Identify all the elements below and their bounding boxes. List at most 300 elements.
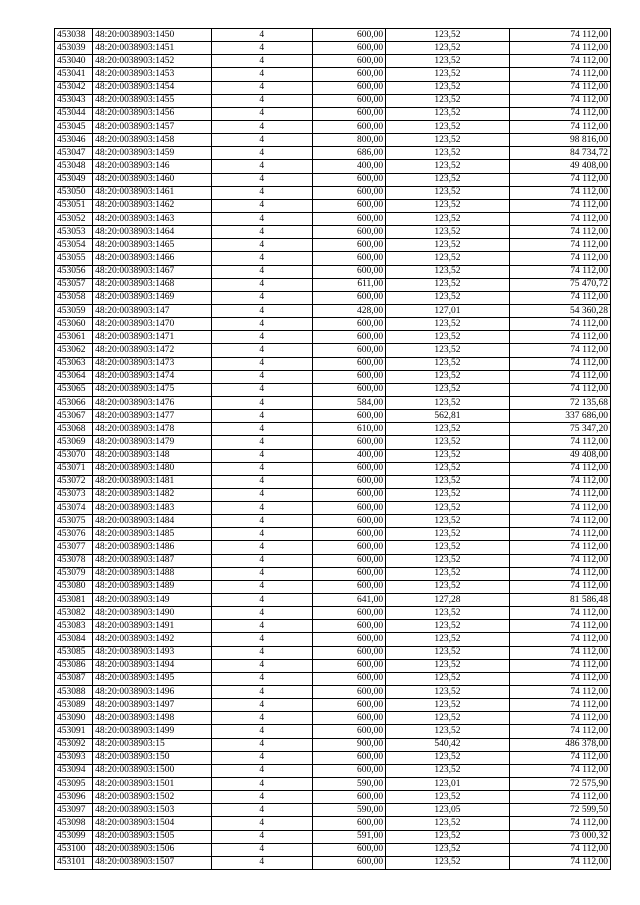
table-row: [55, 160, 611, 173]
table-row: [55, 738, 611, 751]
row-number-cell: 453092: [55, 738, 93, 751]
area-cell: 600,00: [312, 699, 385, 712]
cadastral-value-cell: 74 112,00: [509, 843, 610, 856]
row-number-cell: 453069: [55, 436, 93, 449]
specific-value-cell: 123,52: [386, 554, 509, 567]
cadastral-value-table: [54, 28, 611, 870]
specific-value-cell: 123,52: [386, 423, 509, 436]
group-cell: 4: [211, 370, 312, 383]
table-row: [55, 318, 611, 331]
area-cell: 600,00: [312, 410, 385, 423]
cadastral-number-cell: 48:20:0038903:1492: [93, 633, 211, 646]
specific-value-cell: 123,52: [386, 646, 509, 659]
specific-value-cell: 540,42: [386, 738, 509, 751]
row-number-cell: 453081: [55, 594, 93, 607]
table-row: [55, 134, 611, 147]
area-cell: 610,00: [312, 423, 385, 436]
row-number-cell: 453045: [55, 120, 93, 133]
cadastral-number-cell: 48:20:0038903:1494: [93, 659, 211, 672]
specific-value-cell: 123,52: [386, 199, 509, 212]
cadastral-value-cell: 74 112,00: [509, 725, 610, 738]
row-number-cell: 453085: [55, 646, 93, 659]
group-cell: 4: [211, 594, 312, 607]
row-number-cell: 453082: [55, 607, 93, 620]
cadastral-number-cell: 48:20:0038903:1460: [93, 173, 211, 186]
cadastral-number-cell: 48:20:0038903:15: [93, 738, 211, 751]
table-row: [55, 686, 611, 699]
cadastral-number-cell: 48:20:0038903:1487: [93, 554, 211, 567]
cadastral-number-cell: 48:20:0038903:1503: [93, 804, 211, 817]
group-cell: 4: [211, 212, 312, 225]
cadastral-value-cell: 74 112,00: [509, 212, 610, 225]
table-row: [55, 725, 611, 738]
cadastral-value-cell: 74 112,00: [509, 554, 610, 567]
specific-value-cell: 123,52: [386, 278, 509, 291]
cadastral-value-cell: 74 112,00: [509, 672, 610, 685]
cadastral-number-cell: 48:20:0038903:147: [93, 304, 211, 317]
cadastral-number-cell: 48:20:0038903:1485: [93, 528, 211, 541]
row-number-cell: 453051: [55, 199, 93, 212]
table-row: [55, 212, 611, 225]
area-cell: 600,00: [312, 291, 385, 304]
specific-value-cell: 123,52: [386, 488, 509, 501]
row-number-cell: 453090: [55, 712, 93, 725]
row-number-cell: 453039: [55, 42, 93, 55]
cadastral-number-cell: 48:20:0038903:1475: [93, 383, 211, 396]
row-number-cell: 453095: [55, 778, 93, 791]
cadastral-value-cell: 84 734,72: [509, 147, 610, 160]
row-number-cell: 453061: [55, 331, 93, 344]
cadastral-value-cell: 74 112,00: [509, 94, 610, 107]
area-cell: 600,00: [312, 646, 385, 659]
area-cell: 590,00: [312, 804, 385, 817]
specific-value-cell: 127,01: [386, 304, 509, 317]
group-cell: 4: [211, 462, 312, 475]
cadastral-number-cell: 48:20:0038903:1488: [93, 567, 211, 580]
table-row: [55, 554, 611, 567]
row-number-cell: 453079: [55, 567, 93, 580]
area-cell: 600,00: [312, 42, 385, 55]
specific-value-cell: 123,52: [386, 226, 509, 239]
area-cell: 400,00: [312, 449, 385, 462]
group-cell: 4: [211, 291, 312, 304]
row-number-cell: 453094: [55, 764, 93, 777]
table-row: [55, 370, 611, 383]
area-cell: 641,00: [312, 594, 385, 607]
specific-value-cell: 123,52: [386, 449, 509, 462]
cadastral-number-cell: 48:20:0038903:1458: [93, 134, 211, 147]
cadastral-value-cell: 74 112,00: [509, 42, 610, 55]
area-cell: 600,00: [312, 515, 385, 528]
group-cell: 4: [211, 843, 312, 856]
table-row: [55, 817, 611, 830]
group-cell: 4: [211, 331, 312, 344]
group-cell: 4: [211, 712, 312, 725]
group-cell: 4: [211, 278, 312, 291]
area-cell: 600,00: [312, 672, 385, 685]
table-row: [55, 843, 611, 856]
cadastral-number-cell: 48:20:0038903:1464: [93, 226, 211, 239]
area-cell: 600,00: [312, 554, 385, 567]
group-cell: 4: [211, 304, 312, 317]
row-number-cell: 453044: [55, 107, 93, 120]
cadastral-value-cell: 49 408,00: [509, 160, 610, 173]
row-number-cell: 453099: [55, 830, 93, 843]
cadastral-number-cell: 48:20:0038903:1471: [93, 331, 211, 344]
cadastral-value-cell: 74 112,00: [509, 646, 610, 659]
specific-value-cell: 123,52: [386, 580, 509, 593]
specific-value-cell: 123,52: [386, 265, 509, 278]
specific-value-cell: 123,52: [386, 134, 509, 147]
specific-value-cell: 562,81: [386, 410, 509, 423]
group-cell: 4: [211, 738, 312, 751]
specific-value-cell: 123,52: [386, 331, 509, 344]
specific-value-cell: 123,52: [386, 528, 509, 541]
table-row: [55, 278, 611, 291]
row-number-cell: 453047: [55, 147, 93, 160]
row-number-cell: 453086: [55, 659, 93, 672]
group-cell: 4: [211, 107, 312, 120]
cadastral-number-cell: 48:20:0038903:1465: [93, 239, 211, 252]
group-cell: 4: [211, 94, 312, 107]
row-number-cell: 453097: [55, 804, 93, 817]
area-cell: 600,00: [312, 107, 385, 120]
cadastral-value-cell: 74 112,00: [509, 344, 610, 357]
specific-value-cell: 123,52: [386, 607, 509, 620]
area-cell: 600,00: [312, 226, 385, 239]
cadastral-value-cell: 74 112,00: [509, 173, 610, 186]
area-cell: 600,00: [312, 528, 385, 541]
row-number-cell: 453046: [55, 134, 93, 147]
cadastral-value-cell: 74 112,00: [509, 107, 610, 120]
table-row: [55, 226, 611, 239]
cadastral-number-cell: 48:20:0038903:1506: [93, 843, 211, 856]
cadastral-value-cell: 74 112,00: [509, 712, 610, 725]
group-cell: 4: [211, 488, 312, 501]
cadastral-number-cell: 48:20:0038903:1507: [93, 856, 211, 869]
table-row: [55, 68, 611, 81]
group-cell: 4: [211, 120, 312, 133]
cadastral-value-cell: 74 112,00: [509, 686, 610, 699]
specific-value-cell: 123,52: [386, 160, 509, 173]
row-number-cell: 453062: [55, 344, 93, 357]
specific-value-cell: 123,52: [386, 567, 509, 580]
specific-value-cell: 123,52: [386, 462, 509, 475]
group-cell: 4: [211, 686, 312, 699]
area-cell: 600,00: [312, 686, 385, 699]
area-cell: 600,00: [312, 357, 385, 370]
cadastral-number-cell: 48:20:0038903:1500: [93, 764, 211, 777]
cadastral-number-cell: 48:20:0038903:1450: [93, 29, 211, 42]
group-cell: 4: [211, 725, 312, 738]
cadastral-value-cell: 54 360,28: [509, 304, 610, 317]
specific-value-cell: 123,52: [386, 817, 509, 830]
group-cell: 4: [211, 134, 312, 147]
area-cell: 600,00: [312, 751, 385, 764]
area-cell: 590,00: [312, 778, 385, 791]
cadastral-number-cell: 48:20:0038903:1502: [93, 791, 211, 804]
table-row: [55, 672, 611, 685]
specific-value-cell: 123,52: [386, 712, 509, 725]
cadastral-number-cell: 48:20:0038903:1498: [93, 712, 211, 725]
cadastral-number-cell: 48:20:0038903:1479: [93, 436, 211, 449]
row-number-cell: 453063: [55, 357, 93, 370]
table-row: [55, 42, 611, 55]
area-cell: 600,00: [312, 383, 385, 396]
row-number-cell: 453064: [55, 370, 93, 383]
group-cell: 4: [211, 396, 312, 409]
specific-value-cell: 123,52: [386, 147, 509, 160]
table-row: [55, 304, 611, 317]
area-cell: 600,00: [312, 94, 385, 107]
cadastral-number-cell: 48:20:0038903:1493: [93, 646, 211, 659]
group-cell: 4: [211, 580, 312, 593]
specific-value-cell: 123,52: [386, 42, 509, 55]
area-cell: 600,00: [312, 475, 385, 488]
cadastral-value-cell: 74 112,00: [509, 856, 610, 869]
cadastral-value-cell: 74 112,00: [509, 541, 610, 554]
table-row: [55, 462, 611, 475]
specific-value-cell: 123,52: [386, 475, 509, 488]
row-number-cell: 453048: [55, 160, 93, 173]
row-number-cell: 453066: [55, 396, 93, 409]
table-row: [55, 475, 611, 488]
cadastral-value-cell: 74 112,00: [509, 462, 610, 475]
cadastral-number-cell: 48:20:0038903:1481: [93, 475, 211, 488]
cadastral-value-cell: 72 599,50: [509, 804, 610, 817]
cadastral-number-cell: 48:20:0038903:1457: [93, 120, 211, 133]
cadastral-value-cell: 74 112,00: [509, 186, 610, 199]
table-row: [55, 331, 611, 344]
cadastral-value-cell: 75 347,20: [509, 423, 610, 436]
specific-value-cell: 123,52: [386, 515, 509, 528]
row-number-cell: 453072: [55, 475, 93, 488]
specific-value-cell: 123,52: [386, 843, 509, 856]
cadastral-number-cell: 48:20:0038903:1497: [93, 699, 211, 712]
cadastral-value-cell: 74 112,00: [509, 475, 610, 488]
area-cell: 600,00: [312, 68, 385, 81]
area-cell: 600,00: [312, 712, 385, 725]
group-cell: 4: [211, 646, 312, 659]
area-cell: 600,00: [312, 791, 385, 804]
specific-value-cell: 123,52: [386, 370, 509, 383]
table-row: [55, 659, 611, 672]
cadastral-number-cell: 48:20:0038903:149: [93, 594, 211, 607]
specific-value-cell: 123,52: [386, 856, 509, 869]
cadastral-number-cell: 48:20:0038903:1501: [93, 778, 211, 791]
cadastral-value-cell: 74 112,00: [509, 291, 610, 304]
row-number-cell: 453052: [55, 212, 93, 225]
row-number-cell: 453096: [55, 791, 93, 804]
group-cell: 4: [211, 160, 312, 173]
specific-value-cell: 123,52: [386, 502, 509, 515]
area-cell: 600,00: [312, 212, 385, 225]
table-row: [55, 594, 611, 607]
specific-value-cell: 123,52: [386, 68, 509, 81]
group-cell: 4: [211, 68, 312, 81]
specific-value-cell: 123,52: [386, 81, 509, 94]
row-number-cell: 453056: [55, 265, 93, 278]
area-cell: 600,00: [312, 817, 385, 830]
table-row: [55, 791, 611, 804]
cadastral-number-cell: 48:20:0038903:1461: [93, 186, 211, 199]
table-row: [55, 199, 611, 212]
specific-value-cell: 123,52: [386, 620, 509, 633]
cadastral-value-cell: 74 112,00: [509, 515, 610, 528]
area-cell: 600,00: [312, 120, 385, 133]
table-row: [55, 528, 611, 541]
specific-value-cell: 123,01: [386, 778, 509, 791]
specific-value-cell: 123,52: [386, 252, 509, 265]
cadastral-value-cell: 74 112,00: [509, 488, 610, 501]
table-row: [55, 830, 611, 843]
area-cell: 600,00: [312, 81, 385, 94]
group-cell: 4: [211, 449, 312, 462]
cadastral-number-cell: 48:20:0038903:1483: [93, 502, 211, 515]
row-number-cell: 453087: [55, 672, 93, 685]
row-number-cell: 453068: [55, 423, 93, 436]
cadastral-number-cell: 48:20:0038903:1468: [93, 278, 211, 291]
table-row: [55, 778, 611, 791]
specific-value-cell: 123,52: [386, 672, 509, 685]
group-cell: 4: [211, 173, 312, 186]
cadastral-number-cell: 48:20:0038903:1495: [93, 672, 211, 685]
cadastral-number-cell: 48:20:0038903:146: [93, 160, 211, 173]
cadastral-number-cell: 48:20:0038903:148: [93, 449, 211, 462]
specific-value-cell: 123,52: [386, 659, 509, 672]
row-number-cell: 453083: [55, 620, 93, 633]
table-row: [55, 541, 611, 554]
row-number-cell: 453038: [55, 29, 93, 42]
specific-value-cell: 123,52: [386, 633, 509, 646]
area-cell: 600,00: [312, 331, 385, 344]
specific-value-cell: 123,52: [386, 751, 509, 764]
specific-value-cell: 123,52: [386, 120, 509, 133]
specific-value-cell: 123,52: [386, 94, 509, 107]
area-cell: 600,00: [312, 173, 385, 186]
cadastral-value-cell: 74 112,00: [509, 633, 610, 646]
cadastral-value-cell: 74 112,00: [509, 226, 610, 239]
cadastral-number-cell: 48:20:0038903:1496: [93, 686, 211, 699]
cadastral-number-cell: 48:20:0038903:1451: [93, 42, 211, 55]
group-cell: 4: [211, 226, 312, 239]
cadastral-value-cell: 74 112,00: [509, 659, 610, 672]
specific-value-cell: 123,52: [386, 55, 509, 68]
row-number-cell: 453054: [55, 239, 93, 252]
row-number-cell: 453067: [55, 410, 93, 423]
specific-value-cell: 123,52: [386, 173, 509, 186]
table-row: [55, 436, 611, 449]
cadastral-number-cell: 48:20:0038903:1480: [93, 462, 211, 475]
row-number-cell: 453040: [55, 55, 93, 68]
area-cell: 600,00: [312, 436, 385, 449]
group-cell: 4: [211, 239, 312, 252]
table-row: [55, 291, 611, 304]
area-cell: 600,00: [312, 29, 385, 42]
table-row: [55, 567, 611, 580]
cadastral-number-cell: 48:20:0038903:1482: [93, 488, 211, 501]
area-cell: 600,00: [312, 541, 385, 554]
cadastral-value-cell: 74 112,00: [509, 318, 610, 331]
area-cell: 600,00: [312, 186, 385, 199]
cadastral-value-cell: 74 112,00: [509, 791, 610, 804]
area-cell: 686,00: [312, 147, 385, 160]
table-row: [55, 607, 611, 620]
cadastral-value-cell: 74 112,00: [509, 383, 610, 396]
specific-value-cell: 123,52: [386, 344, 509, 357]
cadastral-number-cell: 48:20:0038903:1456: [93, 107, 211, 120]
cadastral-number-cell: 48:20:0038903:1477: [93, 410, 211, 423]
row-number-cell: 453059: [55, 304, 93, 317]
cadastral-number-cell: 48:20:0038903:1466: [93, 252, 211, 265]
cadastral-value-cell: 74 112,00: [509, 68, 610, 81]
table-row: [55, 357, 611, 370]
cadastral-value-cell: 486 378,00: [509, 738, 610, 751]
table-row: [55, 410, 611, 423]
specific-value-cell: 123,05: [386, 804, 509, 817]
cadastral-value-cell: 337 686,00: [509, 410, 610, 423]
area-cell: 600,00: [312, 607, 385, 620]
specific-value-cell: 123,52: [386, 318, 509, 331]
cadastral-number-cell: 48:20:0038903:1462: [93, 199, 211, 212]
group-cell: 4: [211, 830, 312, 843]
cadastral-value-cell: 98 816,00: [509, 134, 610, 147]
row-number-cell: 453042: [55, 81, 93, 94]
cadastral-number-cell: 48:20:0038903:1469: [93, 291, 211, 304]
cadastral-number-cell: 48:20:0038903:1491: [93, 620, 211, 633]
group-cell: 4: [211, 55, 312, 68]
group-cell: 4: [211, 528, 312, 541]
group-cell: 4: [211, 502, 312, 515]
cadastral-number-cell: 48:20:0038903:1499: [93, 725, 211, 738]
specific-value-cell: 123,52: [386, 791, 509, 804]
cadastral-number-cell: 48:20:0038903:1467: [93, 265, 211, 278]
cadastral-value-cell: 74 112,00: [509, 436, 610, 449]
area-cell: 600,00: [312, 239, 385, 252]
cadastral-value-cell: 74 112,00: [509, 502, 610, 515]
cadastral-value-cell: 74 112,00: [509, 817, 610, 830]
table-row: [55, 751, 611, 764]
cadastral-value-cell: 81 586,48: [509, 594, 610, 607]
cadastral-number-cell: 48:20:0038903:1473: [93, 357, 211, 370]
area-cell: 600,00: [312, 725, 385, 738]
cadastral-number-cell: 48:20:0038903:1505: [93, 830, 211, 843]
area-cell: 600,00: [312, 764, 385, 777]
table-row: [55, 344, 611, 357]
row-number-cell: 453098: [55, 817, 93, 830]
table-row: [55, 764, 611, 777]
table-row: [55, 856, 611, 869]
table-row: [55, 620, 611, 633]
group-cell: 4: [211, 554, 312, 567]
specific-value-cell: 123,52: [386, 725, 509, 738]
specific-value-cell: 123,52: [386, 383, 509, 396]
cadastral-number-cell: 48:20:0038903:1474: [93, 370, 211, 383]
group-cell: 4: [211, 633, 312, 646]
table-row: [55, 423, 611, 436]
cadastral-value-cell: 72 575,90: [509, 778, 610, 791]
table-row: [55, 265, 611, 278]
table-row: [55, 147, 611, 160]
group-cell: 4: [211, 344, 312, 357]
row-number-cell: 453093: [55, 751, 93, 764]
area-cell: 600,00: [312, 265, 385, 278]
group-cell: 4: [211, 423, 312, 436]
cadastral-value-cell: 74 112,00: [509, 370, 610, 383]
row-number-cell: 453101: [55, 856, 93, 869]
table-row: [55, 396, 611, 409]
row-number-cell: 453088: [55, 686, 93, 699]
